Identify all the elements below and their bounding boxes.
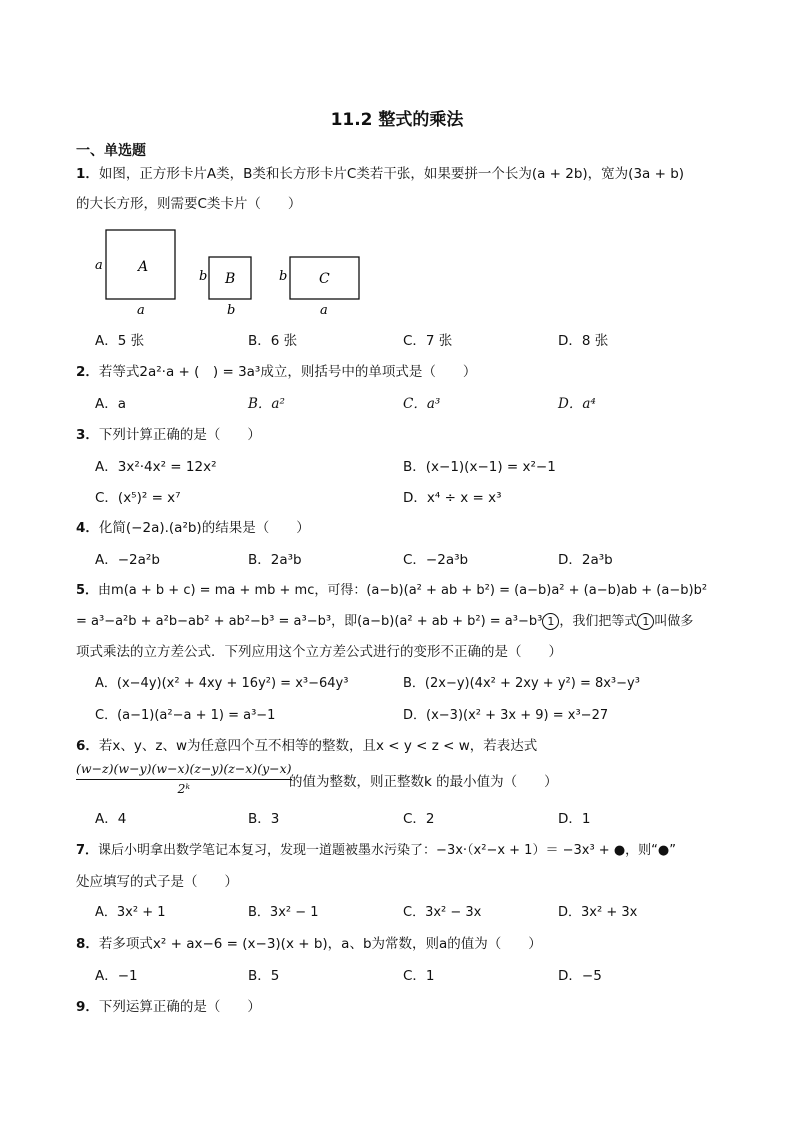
q5-option-a: A．(x−4y)(x² + 4xy + 16y²) = x³−64y³ (95, 676, 349, 691)
question-7 (76, 841, 676, 861)
q2-option-d: D．a⁴ (558, 396, 596, 412)
question-text: 课后小明拿出数学笔记本复习，发现一道题被墨水污染了：−3x·（x²−x + 1）＝ −3x³ + ●，则“●” (98, 843, 676, 858)
fraction-denominator: 2ᵏ (177, 781, 191, 796)
circled-number: 1 (542, 613, 559, 630)
question-text: ，我们把等式 (559, 614, 638, 629)
q8-option-c: C．1 (403, 968, 435, 984)
question-9 (76, 997, 261, 1017)
question-4 (76, 518, 310, 538)
question-3 (76, 425, 261, 445)
q5-option-d: D．(x−3)(x² + 3x + 9) = x³−27 (403, 708, 609, 723)
q2-option-c: C．a³ (403, 396, 441, 412)
fraction-expression (76, 760, 292, 798)
q7-option-c: C．3x² − 3x (403, 905, 482, 920)
q1-option-b: B．6 张 (248, 333, 298, 349)
question-1 (76, 164, 684, 184)
side-a-left: a (95, 258, 103, 273)
side-b-bottom: b (227, 303, 236, 318)
q1-option-d: D．8 张 (558, 333, 609, 349)
circled-number: 1 (637, 613, 654, 630)
section-heading: 一、单选题 (76, 143, 146, 159)
page-title: 11.2 整式的乘法 (330, 110, 464, 130)
question-text: 下列运算正确的是（ ） (98, 999, 261, 1015)
label-b: B (225, 271, 236, 287)
question-6 (76, 736, 537, 756)
q6-option-c: C．2 (403, 811, 435, 827)
q2-option-a: A．a (95, 396, 127, 412)
question-8 (76, 934, 542, 954)
question-number: 6． (76, 738, 99, 754)
question-number: 2． (76, 364, 99, 380)
question-text: 若x、y、z、w为任意四个互不相等的整数，且x < y < z < w，若表达式 (98, 738, 538, 754)
question-text: 叫做多 (654, 614, 694, 629)
q4-option-b: B．2a³b (248, 552, 302, 568)
q6-option-d: D．1 (558, 811, 591, 827)
q6-option-a: A．4 (95, 811, 127, 827)
side-a-bottom: a (137, 303, 145, 318)
side-b-left: b (199, 269, 208, 284)
q8-option-d: D．−5 (558, 968, 602, 984)
question-number: 3． (76, 427, 99, 443)
q5-option-b: B．(2x−y)(4x² + 2xy + y²) = 8x³−y³ (403, 676, 640, 691)
question-2 (76, 362, 476, 382)
question-number: 5． (76, 583, 99, 598)
question-5 (76, 581, 707, 601)
question-text: 若多项式x² + ax−6 = (x−3)(x + b)，a、b为常数，则a的值为（ ） (98, 936, 542, 952)
question-text: 下列计算正确的是（ ） (98, 427, 261, 443)
question-text: 化简(−2a).(a²b)的结果是（ ） (98, 520, 310, 536)
q8-option-a: A．−1 (95, 968, 138, 984)
question-number: 7． (76, 843, 99, 858)
q4-option-d: D．2a³b (558, 552, 613, 568)
question-6-tail: 的值为整数，则正整数k 的最小值为（ ） (289, 774, 558, 790)
q2-option-b: B．a² (248, 396, 285, 412)
q7-option-a: A．3x² + 1 (95, 905, 166, 920)
question-number: 1． (76, 166, 99, 182)
q4-option-c: C．−2a³b (403, 552, 469, 568)
question-text: = a³−a²b + a²b−ab² + ab²−b³ = a³−b³，即(a−b)(a² + ab + b²) = a³−b³ (76, 614, 543, 629)
q1-option-a: A．5 张 (95, 333, 145, 349)
side-a-c: a (320, 303, 328, 318)
q3-option-d: D．x⁴ ÷ x = x³ (403, 490, 502, 506)
q3-option-a: A．3x²·4x² = 12x² (95, 459, 217, 475)
label-a: A (138, 259, 149, 275)
q6-option-b: B．3 (248, 811, 280, 827)
question-text: 如图，正方形卡片A类，B类和长方形卡片C类若干张，如果要拼一个长为(a + 2b)，宽为(3a + b) (98, 166, 685, 182)
fraction-numerator: (w−z)(w−y)(w−x)(z−y)(z−x)(y−x) (76, 760, 292, 780)
question-text: 由m(a + b + c) = ma + mb + mc，可得：(a−b)(a² + ab + b²) = (a−b)a² + (a−b)ab + (a−b)b² (98, 583, 708, 598)
q1-option-c: C．7 张 (403, 333, 453, 349)
question-text: 若等式2a²·a + ( ) = 3a³成立，则括号中的单项式是（ ） (98, 364, 477, 380)
question-5-line-3: 项式乘法的立方差公式．下列应用这个立方差公式进行的变形不正确的是（ ） (76, 644, 562, 660)
question-7-line-2: 处应填写的式子是（ ） (76, 874, 238, 890)
q7-option-b: B．3x² − 1 (248, 905, 319, 920)
q3-option-c: C．(x⁵)² = x⁷ (95, 490, 181, 506)
q3-option-b: B．(x−1)(x−1) = x²−1 (403, 459, 556, 475)
question-1-line-2: 的大长方形，则需要C类卡片（ ） (76, 196, 302, 212)
label-c: C (319, 271, 330, 287)
q7-option-d: D．3x² + 3x (558, 905, 638, 920)
q8-option-b: B．5 (248, 968, 280, 984)
side-b-c: b (279, 269, 288, 284)
q5-option-c: C．(a−1)(a²−a + 1) = a³−1 (95, 708, 276, 723)
q4-option-a: A．−2a²b (95, 552, 160, 568)
question-number: 8． (76, 936, 99, 952)
question-5-line-2 (76, 612, 693, 632)
question-number: 4． (76, 520, 99, 536)
card-figure (92, 222, 382, 318)
question-number: 9． (76, 999, 99, 1015)
